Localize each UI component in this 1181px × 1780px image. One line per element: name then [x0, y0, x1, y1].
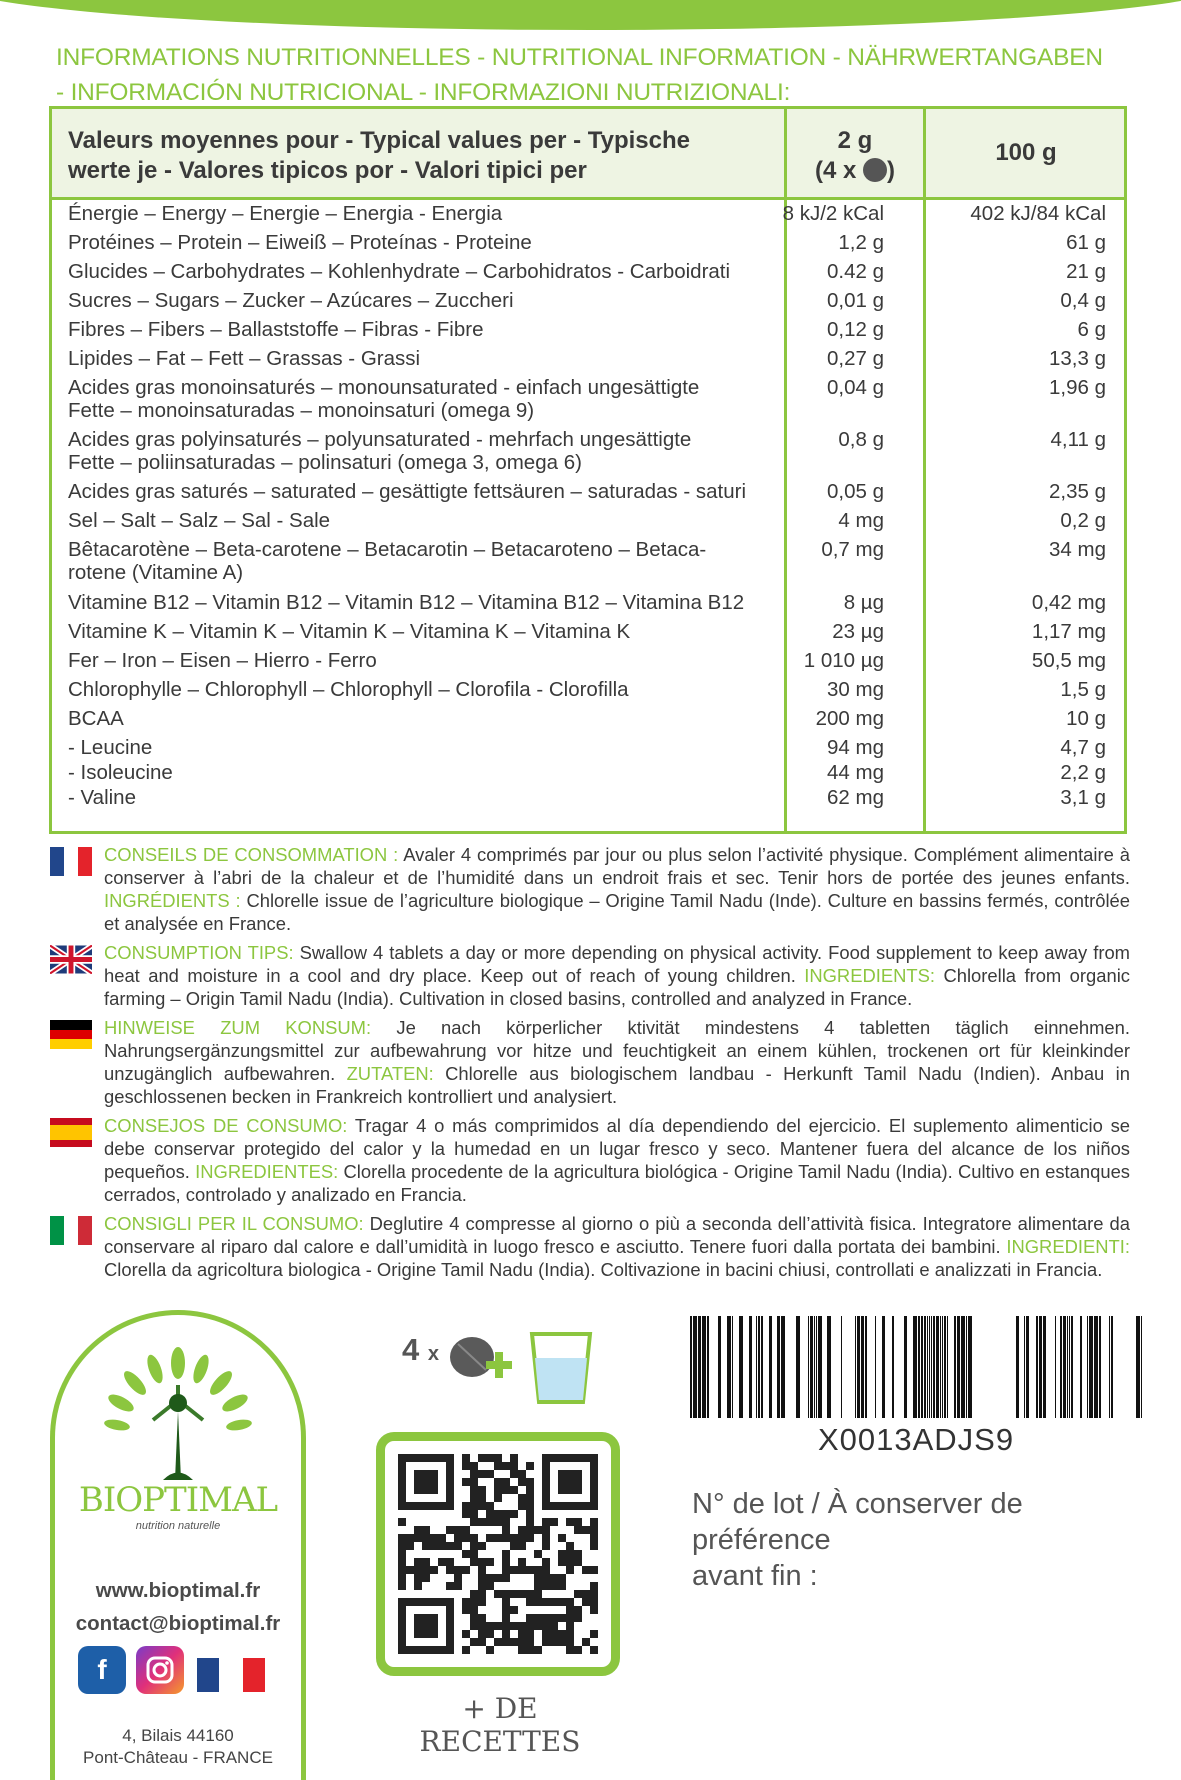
- value-per-100g: 1,5 g: [1060, 678, 1106, 701]
- france-flag-icon: [197, 1658, 265, 1692]
- nutrient-label: - Leucine: [68, 736, 153, 759]
- instructions-text: CONSUMPTION TIPS: Swallow 4 tablets a day or more depending on physical activity. Food supplement to keep away from heat and moisture in a cool and dry place. Keep out of reach of young children. INGREDIENTS: Chlorella from organic farming – Origin Tamil Nadu (India). Cultivation in closed basins, controlled and analyzed in France.: [104, 942, 1130, 1009]
- barcode: [690, 1316, 1142, 1418]
- instructions-text: CONSIGLI PER IL CONSUMO: Deglutire 4 compresse al giorno o più a seconda dell’attività fisica. Integratore alimentare da conservare al riparo dal calore e dall’umidità in luogo fresco e asciutto. Tenere fuori dalla portata dei bambini. INGREDIENTI: Clorella da agricoltura biologica - Origine Tamil Nadu (India). Coltivazione in bacini chiusi, controllati e analizzati in Francia.: [104, 1213, 1130, 1280]
- nutrient-label: Acides gras polyinsaturés – polyunsaturated - mehrfach ungesättigte Fette – poliinsaturadas – polinsaturi (omega 3, omega 6): [68, 428, 692, 474]
- value-per-100g: 3,1 g: [1060, 786, 1106, 809]
- value-per-100g: 1,96 g: [1049, 376, 1106, 399]
- header-col-2g: [787, 126, 923, 186]
- value-per-2g: 1 010 µg: [803, 649, 884, 672]
- header-label-line-1: Valeurs moyennes pour - Typical values per - Typische: [68, 127, 690, 154]
- value-per-2g: 0,01 g: [827, 289, 884, 312]
- nutrient-label: - Valine: [68, 786, 136, 809]
- value-per-100g: 13,3 g: [1049, 347, 1106, 370]
- spain-flag-icon: [50, 1118, 92, 1147]
- value-per-2g: 0,8 g: [838, 428, 884, 451]
- value-per-100g: 61 g: [1066, 231, 1106, 254]
- value-per-2g: 30 mg: [827, 678, 884, 701]
- brand-panel: [50, 1310, 306, 1780]
- value-per-100g: 2,2 g: [1060, 761, 1106, 784]
- nutrient-label: Glucides – Carbohydrates – Kohlenhydrate – Carbohidratos - Carboidrati: [68, 260, 731, 283]
- heading-line-2: - INFORMACIÓN NUTRICIONAL - INFORMAZIONI NUTRIZIONALI:: [56, 79, 791, 106]
- qr-code[interactable]: [398, 1454, 598, 1654]
- uk-flag-icon: [50, 945, 92, 974]
- header-col-100g: 100 g: [995, 139, 1057, 166]
- value-per-2g: 0,12 g: [827, 318, 884, 341]
- nutrient-label: Acides gras monoinsaturés – monounsaturated - einfach ungesättigte Fette – monoinsaturadas – monoinsaturi (omega 9): [68, 376, 700, 422]
- qr-code-box[interactable]: [376, 1432, 620, 1676]
- value-per-2g: 0,05 g: [827, 480, 884, 503]
- value-per-100g: 2,35 g: [1049, 480, 1106, 503]
- value-per-2g: 8 µg: [843, 591, 884, 614]
- value-per-100g: 21 g: [1066, 260, 1106, 283]
- instructions-text: CONSEJOS DE CONSUMO: Tragar 4 o más comprimidos al día dependiendo del ejercicio. El suplemento alimenticio se debe conservar protegido del calor y la humedad en un lugar fresco y seco. Mantener fuera del alcance de los niños pequeños. INGREDIENTES: Clorella procedente de la agricultura biológica - Origine Tamil Nadu (India). Cultivo en estanques cerrados, controlado y analizado en Francia.: [104, 1115, 1131, 1205]
- website-link[interactable]: www.bioptimal.fr: [95, 1579, 261, 1602]
- value-per-100g: 0,2 g: [1060, 509, 1106, 532]
- value-per-100g: 4,11 g: [1050, 428, 1106, 451]
- nutrition-heading: [56, 40, 1136, 110]
- value-per-2g: 0,04 g: [827, 376, 884, 399]
- instructions-text: CONSEILS DE CONSOMMATION : Avaler 4 comprimés par jour ou plus selon l’activité physique. Complément alimentaire à conserver à l’abri de la chaleur et de l’humidité dans un endroit frais et sec. Tenir hors de portée des jeunes enfants. INGRÉDIENTS : Chlorelle issue de l’agriculture biologique – Origine Tamil Nadu (Inde). Culture en bassins fermés, contrôlée et analysée en France.: [104, 844, 1130, 934]
- tablet-plus-water-icon: [448, 1330, 600, 1404]
- nutrient-label: Lipides – Fat – Fett – Grassas - Grassi: [68, 347, 421, 370]
- table-header: [52, 109, 1124, 200]
- top-green-arc: [0, 0, 1181, 30]
- facebook-icon[interactable]: f: [78, 1646, 126, 1694]
- nutrient-label: Fibres – Fibers – Ballaststoffe – Fibras - Fibre: [68, 318, 484, 341]
- instructions-text: HINWEISE ZUM KONSUM: Je nach körperlicher ktivität mindestens 4 tabletten täglich einnehmen. Nahrungsergänzungsmittel zur aufbewahrung vor hitze und feuchtigkeit an einem kühlen, trockenen ort für kleinkinder unzugänglich aufbewahren. ZUTATEN: Chlorelle aus biologischem landbau - Herkunft Tamil Nadu (Indien). Anbau in geschlossenen becken in Frankreich kontrolliert und analysiert.: [104, 1017, 1130, 1107]
- table-divider-2: [923, 109, 926, 831]
- value-per-2g: 0.42 g: [827, 260, 884, 283]
- header-col-2g-value: 2 g: [837, 127, 873, 154]
- nutrient-label: Vitamine B12 – Vitamin B12 – Vitamin B12 – Vitamina B12 – Vitamina B12: [68, 591, 745, 614]
- nutrient-label: Énergie – Energy – Energie – Energia - Energia: [68, 202, 503, 225]
- address-line-1: 4, Bilais 44160: [122, 1726, 234, 1745]
- lot-line-2: avant fin :: [692, 1560, 818, 1592]
- lot-line-1: N° de lot / À conserver de préférence: [692, 1488, 1023, 1556]
- heading-line-1: INFORMATIONS NUTRITIONNELLES - NUTRITIONAL INFORMATION - NÄHRWERTANGABEN: [56, 44, 1103, 71]
- value-per-100g: 4,7 g: [1060, 736, 1106, 759]
- nutrient-label: Chlorophylle – Chlorophyll – Chlorophyll – Clorofila - Clorofilla: [68, 678, 629, 701]
- value-per-2g: 44 mg: [827, 761, 884, 784]
- header-col-2g-open: (4 x: [814, 157, 864, 184]
- header-label-line-2: werte je - Valores tipicos por - Valori tipici per: [68, 157, 587, 184]
- value-per-100g: 0,42 mg: [1031, 591, 1106, 614]
- sku-code: X0013ADJS9: [817, 1422, 1015, 1457]
- value-per-100g: 50,5 mg: [1031, 649, 1106, 672]
- address-line-2: Pont-Château - FRANCE: [83, 1748, 273, 1767]
- italy-flag-icon: [50, 1216, 92, 1245]
- header-label: [68, 126, 788, 186]
- value-per-100g: 10 g: [1066, 707, 1106, 730]
- nutrient-label: Acides gras saturés – saturated – gesättigte fettsäuren – saturadas - saturi: [68, 480, 747, 503]
- header-col-2g-close: ): [887, 157, 896, 184]
- value-per-100g: 0,4 g: [1060, 289, 1106, 312]
- nutrition-table: [49, 106, 1127, 834]
- tablet-icon: [863, 158, 887, 182]
- brand-name: BIOPTIMAL: [78, 1480, 278, 1520]
- value-per-2g: 8 kJ/2 kCal: [782, 202, 884, 225]
- nutrient-label: Vitamine K – Vitamin K – Vitamin K – Vitamina K – Vitamina K: [68, 620, 631, 643]
- email-link[interactable]: contact@bioptimal.fr: [75, 1612, 281, 1635]
- value-per-2g: 94 mg: [827, 736, 884, 759]
- value-per-2g: 200 mg: [815, 707, 884, 730]
- brand-tagline: nutrition naturelle: [135, 1520, 221, 1532]
- nutrient-label: Sel – Salt – Salz – Sal - Sale: [68, 509, 331, 532]
- value-per-100g: 6 g: [1077, 318, 1106, 341]
- value-per-2g: 62 mg: [827, 786, 884, 809]
- value-per-2g: 1,2 g: [838, 231, 884, 254]
- lot-info: [692, 1486, 1162, 1594]
- nutrient-label: Bêtacarotène – Beta-carotene – Betacarotin – Betacaroteno – Betaca- rotene (Vitamine A): [68, 538, 707, 584]
- nutrient-label: Sucres – Sugars – Zucker – Azúcares – Zuccheri: [68, 289, 514, 312]
- germany-flag-icon: [50, 1020, 92, 1049]
- france-flag-icon: [50, 847, 92, 876]
- nutrient-label: Fer – Iron – Eisen – Hierro - Ferro: [68, 649, 377, 672]
- instagram-icon[interactable]: [136, 1646, 184, 1694]
- value-per-100g: 34 mg: [1049, 538, 1106, 561]
- nutrient-label: Protéines – Protein – Eiweiß – Proteínas - Proteine: [68, 231, 532, 254]
- nutrient-label: BCAA: [68, 707, 124, 730]
- nutrient-label: - Isoleucine: [68, 761, 173, 784]
- value-per-100g: 1,17 mg: [1031, 620, 1106, 643]
- value-per-2g: 0,7 mg: [821, 538, 884, 561]
- recipes-label: + DE RECETTES: [419, 1692, 581, 1758]
- value-per-100g: 402 kJ/84 kCal: [970, 202, 1106, 225]
- value-per-2g: 23 µg: [832, 620, 884, 643]
- value-per-2g: 4 mg: [838, 509, 884, 532]
- tree-logo-icon: [103, 1345, 253, 1485]
- dosage-count: 4 x: [402, 1332, 439, 1367]
- value-per-2g: 0,27 g: [827, 347, 884, 370]
